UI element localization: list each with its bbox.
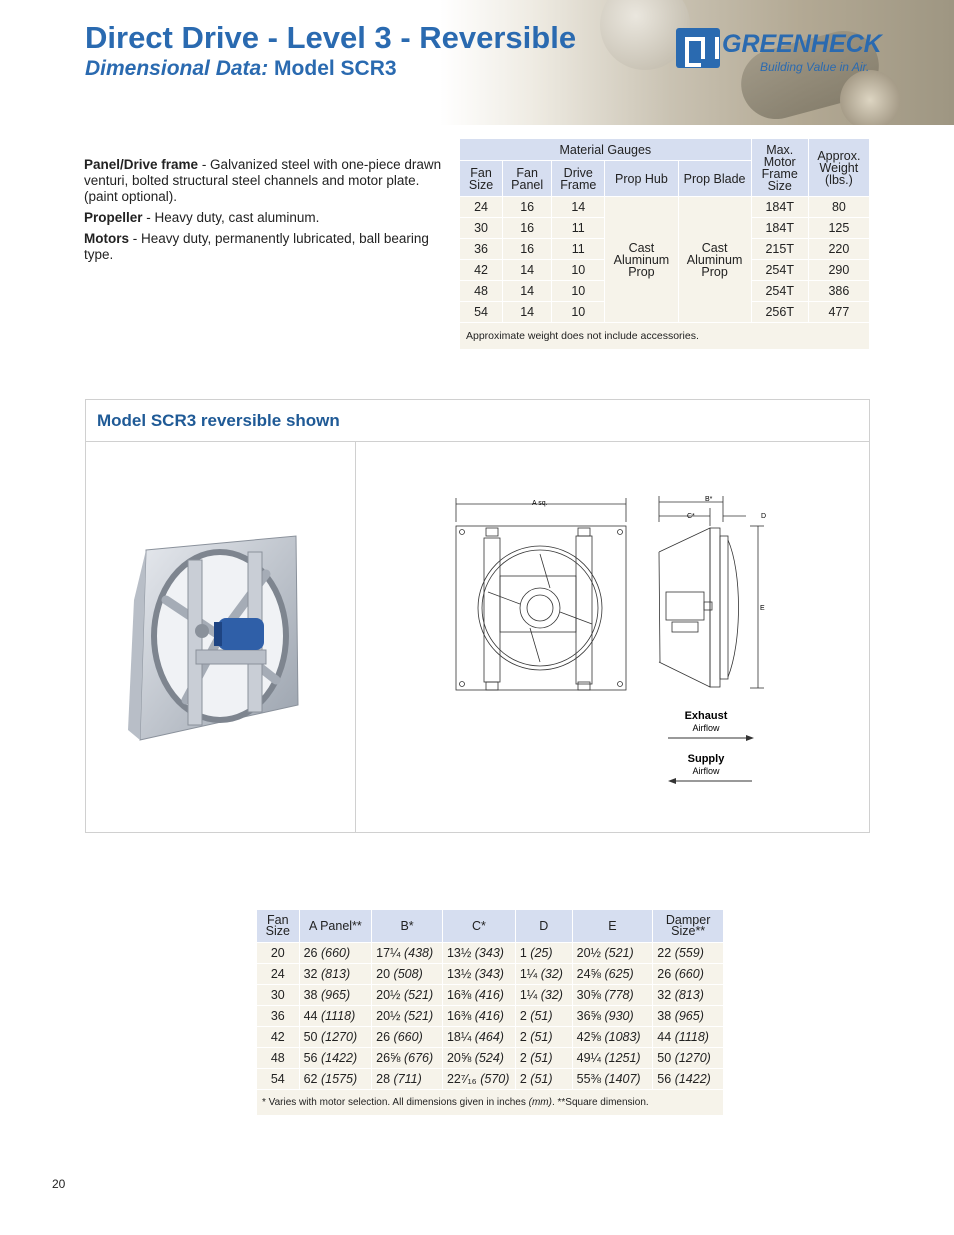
value-mm: (416) — [474, 1009, 504, 1023]
cell-damper — [653, 1027, 724, 1048]
cell-size: 42 — [257, 1027, 300, 1048]
table-row — [257, 1027, 724, 1048]
cell-d — [515, 964, 572, 985]
exhaust-sub: Airflow — [692, 723, 720, 733]
cell-a — [299, 1006, 372, 1027]
value-inches: 13½ — [446, 967, 472, 981]
cell-b — [372, 943, 443, 964]
value-inches: 30⅝ — [576, 988, 601, 1002]
value-mm: (521) — [403, 1009, 434, 1023]
value-mm: (521) — [403, 988, 434, 1002]
value-mm: (521) — [604, 946, 634, 960]
fan-photo-illustration — [126, 530, 316, 750]
value-inches: 24⅝ — [576, 967, 601, 981]
logo-name: GREENHECK — [722, 30, 882, 58]
cell-d — [515, 1048, 572, 1069]
cell-weight: 220 — [808, 239, 869, 260]
page-number: 20 — [52, 1177, 66, 1191]
cell-damper — [653, 1069, 724, 1090]
subtitle-model: Model SCR3 — [268, 57, 397, 80]
cell-panel: 14 — [503, 302, 552, 323]
cell-a — [299, 1027, 372, 1048]
value-inches: 2 — [519, 1009, 527, 1023]
value-inches: 20½ — [376, 988, 401, 1002]
desc-text: - Heavy duty, permanently lubricated, ball bearing type. — [84, 231, 429, 262]
cell-b — [372, 1006, 443, 1027]
cell-size: 20 — [257, 943, 300, 964]
value-inches: 16⅜ — [446, 1009, 472, 1023]
col-drive-frame: Drive Frame — [552, 161, 605, 197]
value-mm: (1575) — [320, 1072, 358, 1086]
value-inches: 1 — [519, 946, 527, 960]
value-inches: 16⅜ — [446, 988, 472, 1002]
cell-b — [372, 1069, 443, 1090]
value-mm: (1422) — [674, 1072, 711, 1086]
value-mm: (930) — [604, 1009, 634, 1023]
value-mm: (965) — [320, 988, 351, 1002]
cell-c — [442, 1027, 515, 1048]
cell-e — [572, 1048, 653, 1069]
cell-c — [442, 1069, 515, 1090]
cell-d — [515, 1027, 572, 1048]
table-row — [460, 197, 870, 218]
logo-tagline: Building Value in Air. — [760, 60, 870, 74]
cell-frame: 10 — [552, 260, 605, 281]
value-inches: 13½ — [446, 946, 472, 960]
value-mm: (570) — [480, 1072, 510, 1086]
supply-sub: Airflow — [692, 766, 720, 776]
value-inches: 1¼ — [519, 988, 538, 1002]
value-inches: 20½ — [576, 946, 601, 960]
cell-size: 24 — [460, 197, 503, 218]
cell-a — [299, 985, 372, 1006]
page-subtitle — [85, 57, 397, 81]
cell-e — [572, 943, 653, 964]
col-motor-frame: Max. Motor Frame Size — [751, 139, 808, 197]
cell-b — [372, 1027, 443, 1048]
value-inches: 38 — [303, 988, 318, 1002]
value-mm: (965) — [674, 1009, 704, 1023]
cell-panel: 16 — [503, 218, 552, 239]
cell-motor: 254T — [751, 260, 808, 281]
value-inches: 2 — [519, 1072, 527, 1086]
dim-label-a: A sq. — [532, 500, 548, 507]
value-mm: (660) — [320, 946, 351, 960]
cell-e — [572, 1027, 653, 1048]
cell-d — [515, 1069, 572, 1090]
value-mm: (1083) — [604, 1030, 641, 1044]
value-mm: (559) — [674, 946, 704, 960]
description — [84, 157, 444, 268]
cell-prop-hub: Cast Aluminum Prop — [605, 197, 678, 323]
value-inches: 38 — [657, 1009, 672, 1023]
cell-weight: 80 — [808, 197, 869, 218]
table-row — [257, 943, 724, 964]
col-b: B* — [372, 910, 443, 943]
value-mm: (625) — [604, 967, 634, 981]
cell-damper — [653, 943, 724, 964]
cell-c — [442, 1006, 515, 1027]
value-inches: 20 — [376, 967, 391, 981]
cell-frame: 10 — [552, 302, 605, 323]
cell-size: 30 — [460, 218, 503, 239]
value-mm: (1422) — [320, 1051, 358, 1065]
desc-term: Panel/Drive frame — [84, 157, 199, 172]
value-mm: (778) — [604, 988, 634, 1002]
cell-panel: 16 — [503, 239, 552, 260]
cell-damper — [653, 985, 724, 1006]
dim-label-b: B* — [705, 496, 713, 503]
cell-c — [442, 964, 515, 985]
dim-label-e: E — [760, 605, 765, 612]
value-mm: (1270) — [674, 1051, 711, 1065]
cell-d — [515, 985, 572, 1006]
model-box-title: Model SCR3 reversible shown — [97, 411, 340, 430]
value-inches: 17¼ — [376, 946, 401, 960]
value-inches: 20½ — [376, 1009, 401, 1023]
col-prop-hub: Prop Hub — [605, 161, 678, 197]
value-mm: (343) — [474, 967, 504, 981]
cell-a — [299, 1048, 372, 1069]
desc-text: - Galvanized steel with one-piece drawn venturi, bolted structural steel channels and motor plate. (paint optional). — [84, 157, 442, 204]
col-weight: Approx. Weight (lbs.) — [808, 139, 869, 197]
value-mm: (25) — [530, 946, 553, 960]
cell-size: 30 — [257, 985, 300, 1006]
dim-label-d: D — [761, 513, 767, 520]
cell-frame: 11 — [552, 218, 605, 239]
cell-b — [372, 1048, 443, 1069]
material-gauges-table — [459, 138, 870, 350]
value-mm: (343) — [474, 946, 504, 960]
desc-motors — [84, 231, 444, 263]
table-row — [257, 1069, 724, 1090]
cell-b — [372, 985, 443, 1006]
table-row — [257, 964, 724, 985]
value-mm: (660) — [674, 967, 704, 981]
value-mm: (1251) — [604, 1051, 641, 1065]
col-damper: Damper Size** — [653, 910, 724, 943]
value-inches: 56 — [657, 1072, 672, 1086]
value-mm: (524) — [474, 1051, 504, 1065]
cell-a — [299, 1069, 372, 1090]
value-mm: (508) — [393, 967, 423, 981]
value-mm: (51) — [530, 1009, 553, 1023]
value-inches: 50 — [657, 1051, 672, 1065]
value-mm: (438) — [403, 946, 434, 960]
cell-frame: 11 — [552, 239, 605, 260]
value-inches: 49¼ — [576, 1051, 601, 1065]
group-header: Material Gauges — [460, 139, 752, 161]
cell-a — [299, 964, 372, 985]
cell-motor: 184T — [751, 197, 808, 218]
cell-size: 36 — [460, 239, 503, 260]
value-inches: 42⅝ — [576, 1030, 601, 1044]
col-fan-size: Fan Size — [257, 910, 300, 943]
cell-a — [299, 943, 372, 964]
cell-d — [515, 1006, 572, 1027]
value-inches: 20⅝ — [446, 1051, 472, 1065]
desc-propeller — [84, 210, 444, 226]
cell-size: 36 — [257, 1006, 300, 1027]
table-row — [257, 1048, 724, 1069]
value-mm: (464) — [474, 1030, 504, 1044]
cell-panel: 14 — [503, 260, 552, 281]
desc-text: - Heavy duty, cast aluminum. — [142, 210, 320, 225]
col-prop-blade: Prop Blade — [678, 161, 751, 197]
value-inches: 28 — [376, 1072, 391, 1086]
value-mm: (32) — [540, 988, 563, 1002]
cell-panel: 16 — [503, 197, 552, 218]
cell-motor: 184T — [751, 218, 808, 239]
value-mm: (51) — [530, 1072, 553, 1086]
cell-c — [442, 943, 515, 964]
cell-weight: 125 — [808, 218, 869, 239]
value-mm: (32) — [540, 967, 563, 981]
value-mm: (416) — [474, 988, 504, 1002]
dimension-drawing — [446, 492, 786, 712]
value-inches: 36⅝ — [576, 1009, 601, 1023]
page-title: Direct Drive - Level 3 - Reversible — [85, 20, 577, 55]
desc-term: Motors — [84, 231, 129, 246]
cell-weight: 290 — [808, 260, 869, 281]
value-mm: (813) — [674, 988, 704, 1002]
cell-d — [515, 943, 572, 964]
col-c: C* — [442, 910, 515, 943]
table-row — [257, 1006, 724, 1027]
value-mm: (813) — [320, 967, 351, 981]
cell-panel: 14 — [503, 281, 552, 302]
cell-e — [572, 985, 653, 1006]
table-row — [257, 985, 724, 1006]
value-inches: 22⁷⁄₁₆ — [446, 1072, 477, 1086]
dimensions-table — [256, 909, 724, 1116]
value-inches: 55⅜ — [576, 1072, 601, 1086]
logo-mark-icon — [676, 28, 720, 68]
value-inches: 44 — [303, 1009, 318, 1023]
note-pre: * Varies with motor selection. All dimensions given in inches — [262, 1097, 529, 1108]
value-inches: 26⅝ — [376, 1051, 401, 1065]
value-inches: 22 — [657, 946, 672, 960]
supply-label: Supply — [687, 753, 725, 765]
model-figure-box — [85, 399, 870, 833]
value-mm: (1407) — [604, 1072, 641, 1086]
cell-weight: 477 — [808, 302, 869, 323]
value-inches: 1¼ — [519, 967, 538, 981]
value-mm: (51) — [530, 1030, 553, 1044]
col-a-panel: A Panel** — [299, 910, 372, 943]
value-inches: 32 — [303, 967, 318, 981]
greenheck-logo — [676, 28, 882, 80]
cell-c — [442, 985, 515, 1006]
cell-size: 42 — [460, 260, 503, 281]
col-fan-size: Fan Size — [460, 161, 503, 197]
value-mm: (1118) — [674, 1030, 709, 1044]
cell-damper — [653, 1006, 724, 1027]
cell-weight: 386 — [808, 281, 869, 302]
cell-c — [442, 1048, 515, 1069]
cell-size: 48 — [460, 281, 503, 302]
cell-size: 24 — [257, 964, 300, 985]
cell-motor: 254T — [751, 281, 808, 302]
cell-frame: 10 — [552, 281, 605, 302]
desc-panel — [84, 157, 444, 205]
value-inches: 44 — [657, 1030, 672, 1044]
value-inches: 32 — [657, 988, 672, 1002]
cell-motor: 256T — [751, 302, 808, 323]
value-inches: 50 — [303, 1030, 318, 1044]
cell-size: 54 — [460, 302, 503, 323]
note-post: . **Square dimension. — [551, 1097, 649, 1108]
subtitle-italic: Dimensional Data: — [85, 57, 269, 80]
cell-size: 54 — [257, 1069, 300, 1090]
value-inches: 2 — [519, 1030, 527, 1044]
value-inches: 62 — [303, 1072, 318, 1086]
arrow-left-icon — [668, 778, 676, 784]
value-inches: 26 — [376, 1030, 391, 1044]
cell-prop-blade: Cast Aluminum Prop — [678, 197, 751, 323]
value-mm: (1270) — [320, 1030, 358, 1044]
cell-e — [572, 964, 653, 985]
value-mm: (51) — [530, 1051, 553, 1065]
value-inches: 26 — [303, 946, 318, 960]
arrow-right-icon — [746, 735, 754, 741]
cell-damper — [653, 1048, 724, 1069]
value-inches: 2 — [519, 1051, 527, 1065]
dims-note — [257, 1090, 724, 1116]
value-inches: 26 — [657, 967, 672, 981]
cell-b — [372, 964, 443, 985]
cell-e — [572, 1006, 653, 1027]
col-d: D — [515, 910, 572, 943]
value-mm: (1118) — [320, 1009, 356, 1023]
dim-label-c: C* — [687, 513, 695, 520]
cell-e — [572, 1069, 653, 1090]
value-mm: (711) — [393, 1072, 422, 1086]
cell-damper — [653, 964, 724, 985]
airflow-legend — [666, 708, 756, 788]
exhaust-label: Exhaust — [684, 710, 728, 722]
cell-frame: 14 — [552, 197, 605, 218]
value-inches: 56 — [303, 1051, 318, 1065]
note-mm: (mm) — [528, 1097, 552, 1108]
desc-term: Propeller — [84, 210, 143, 225]
col-fan-panel: Fan Panel — [503, 161, 552, 197]
table-note: Approximate weight does not include accessories. — [460, 323, 870, 350]
value-mm: (676) — [403, 1051, 434, 1065]
cell-motor: 215T — [751, 239, 808, 260]
cell-size: 48 — [257, 1048, 300, 1069]
col-e: E — [572, 910, 653, 943]
value-inches: 18¼ — [446, 1030, 472, 1044]
value-mm: (660) — [393, 1030, 423, 1044]
